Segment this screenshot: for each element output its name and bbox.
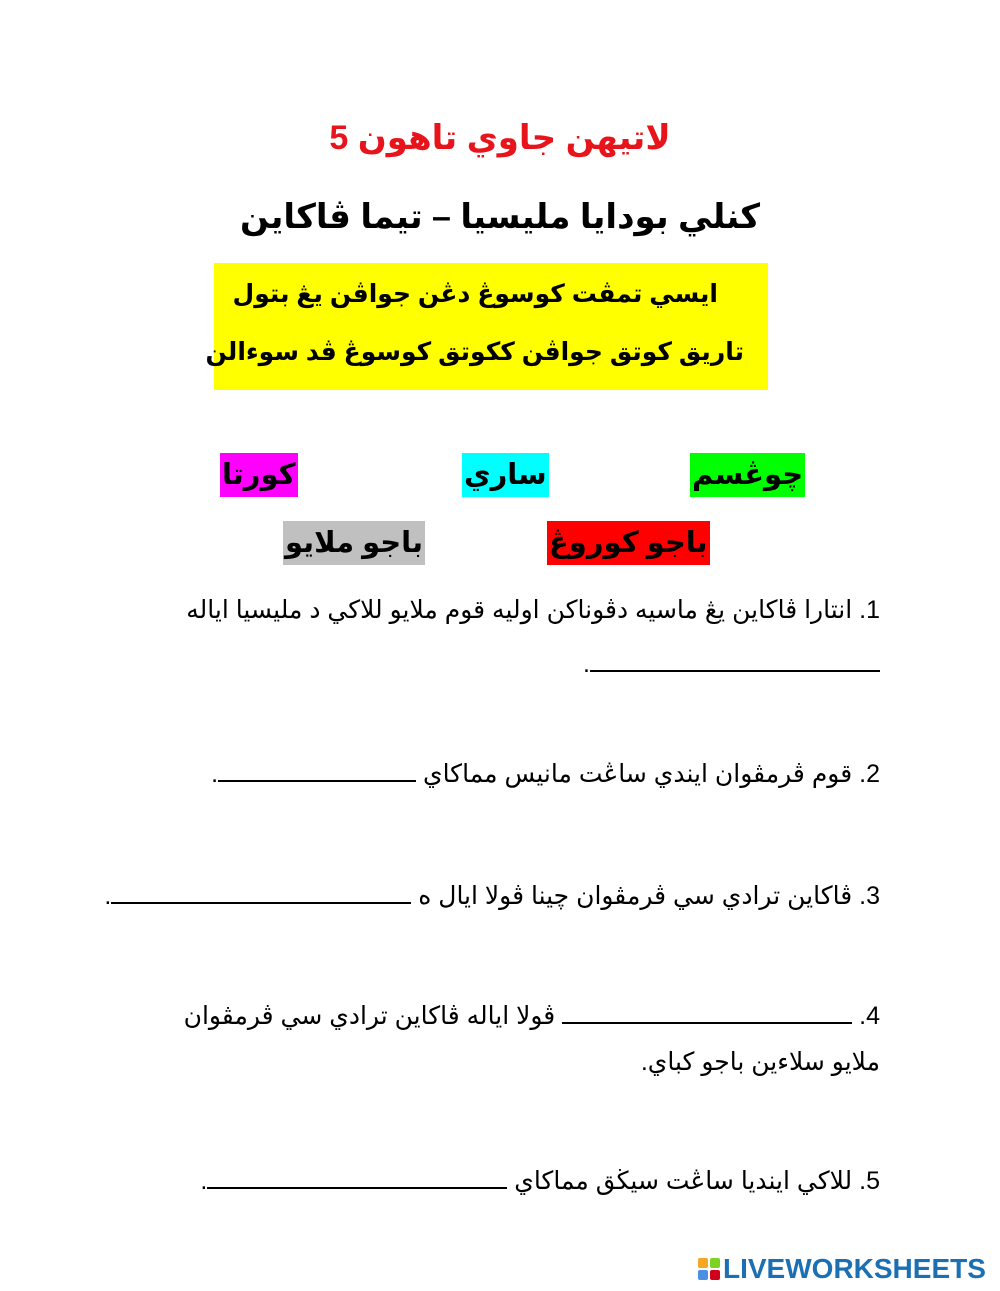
- question-number: 2.: [859, 760, 880, 788]
- question-text: للاكي اينديا ساڠت سيڬق مماكاي: [514, 1167, 853, 1195]
- question-text: ڤولا اياله ڤاكاين ترادي سي ڤرمڤوان: [183, 1002, 556, 1030]
- instruction-line-2: تاريق كوتق جواڤن ككوتق كوسوڠ ڤد سوءالن: [205, 338, 744, 366]
- question-1-answer-line: [583, 648, 880, 680]
- question-end: .: [104, 882, 112, 910]
- answer-blank-3[interactable]: [111, 880, 411, 904]
- question-text: انتارا ڤاكاين يڠ ماسيه دڤوناكن اوليه قوم ملايو للاكي د مليسيا اياله: [186, 596, 853, 624]
- question-5: [200, 1165, 880, 1197]
- logo-grid-icon: [698, 1258, 720, 1280]
- answer-chip-kurta[interactable]: كورتا: [220, 453, 298, 497]
- question-number: 5.: [859, 1167, 880, 1195]
- answer-chip-baju-kurung[interactable]: باجو كوروڠ: [547, 521, 710, 565]
- answer-blank-2[interactable]: [218, 758, 416, 782]
- question-4: [184, 1000, 880, 1032]
- logo-text: LIVEWORKSHEETS: [723, 1253, 986, 1284]
- question-end: .: [200, 1167, 208, 1195]
- question-4-line-2: ملايو سلاءين باجو كباي.: [640, 1048, 880, 1076]
- instruction-line-1: ايسي تمڤت كوسوڠ دڠن جواڤن يڠ بتول: [232, 280, 718, 308]
- answer-chip-baju-melayu[interactable]: باجو ملايو: [283, 521, 425, 565]
- answer-blank-4[interactable]: [562, 1000, 852, 1024]
- question-2: [211, 758, 880, 790]
- liveworksheets-logo: [698, 1253, 986, 1285]
- question-1: [186, 594, 880, 626]
- question-text: ڤاكاين ترادي سي ڤرمڤوان چينا ڤولا ايال ه: [418, 882, 853, 910]
- answer-blank-5[interactable]: [207, 1165, 507, 1189]
- worksheet-title: لاتيهن جاوي تاهون 5: [329, 119, 671, 157]
- question-end: .: [211, 760, 219, 788]
- question-3: [104, 880, 880, 912]
- question-number: 4.: [859, 1002, 880, 1030]
- question-end: .: [583, 650, 590, 678]
- answer-chip-sari[interactable]: ساري: [462, 453, 549, 497]
- question-number: 1.: [859, 596, 880, 624]
- answer-blank-1[interactable]: [590, 648, 880, 672]
- instructions-box: [205, 263, 768, 390]
- worksheet-subtitle: كنلي بودايا مليسيا – تيما ڤاكاين: [240, 198, 760, 236]
- question-text: قوم ڤرمڤوان ايندي ساڠت مانيس مماكاي: [423, 760, 853, 788]
- answer-chip-cheongsam[interactable]: چوڠسم: [690, 453, 805, 497]
- question-number: 3.: [859, 882, 880, 910]
